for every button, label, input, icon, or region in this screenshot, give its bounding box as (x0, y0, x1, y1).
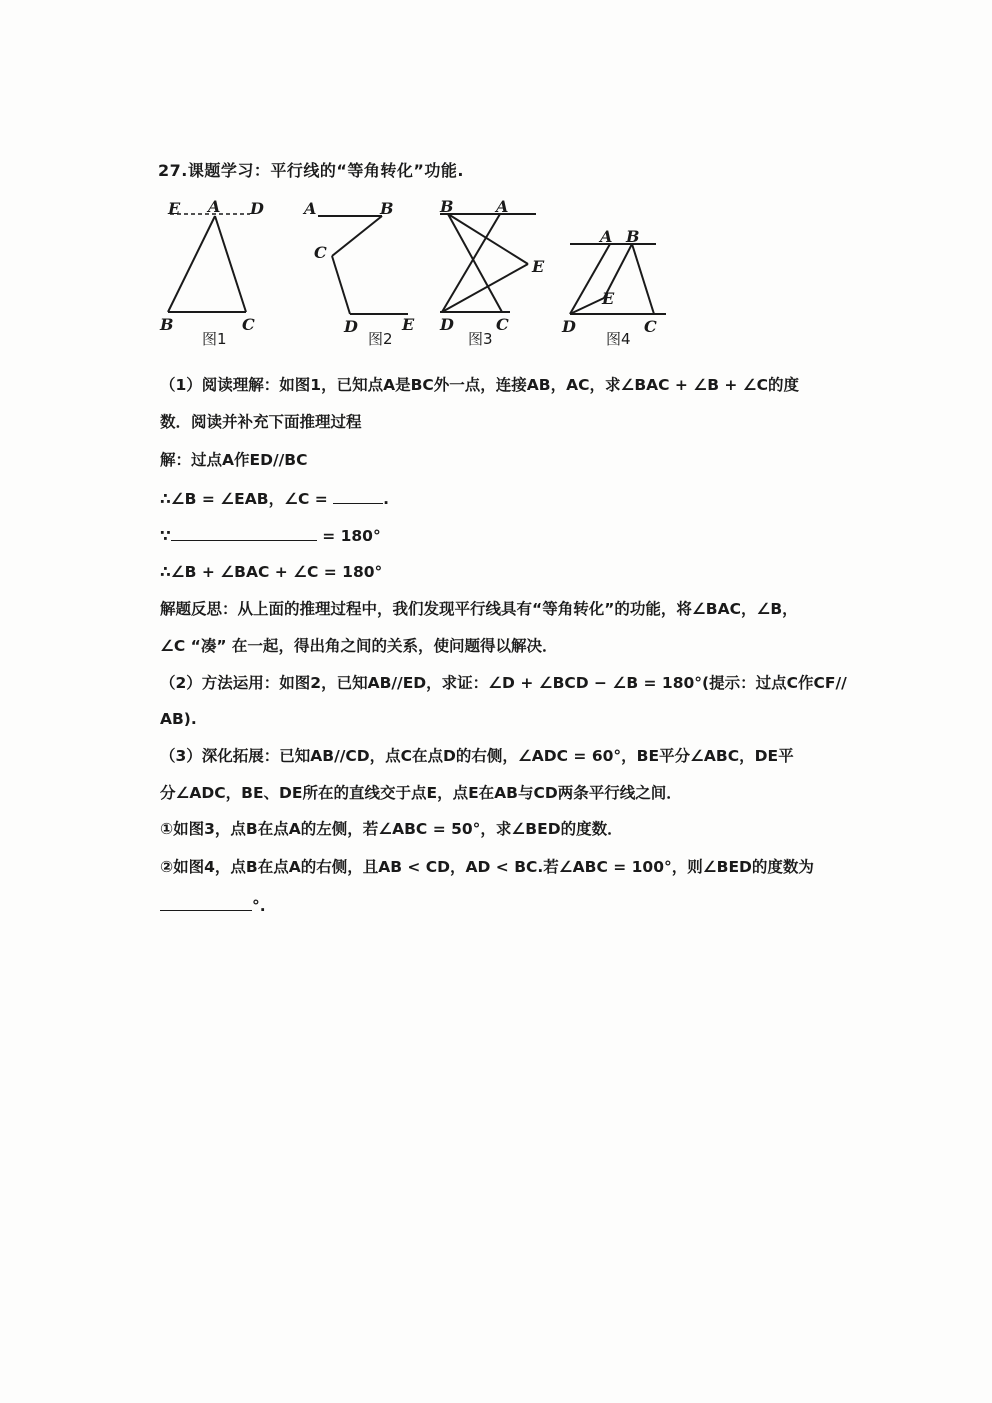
fig2-label-b: B (380, 199, 394, 218)
figure-1 (159, 197, 264, 348)
part2-line1: （2）方法运用：如图2，已知AB//ED，求证：∠D + ∠BCD − ∠B = 180°(提示：过点C作CF// (160, 674, 847, 692)
part2-line2: AB). (160, 710, 197, 728)
fig1-label-a: A (208, 197, 221, 216)
fig3-label-d: D (440, 315, 454, 334)
fig4-label-c: C (644, 317, 657, 336)
sub2-suffix: °. (252, 897, 266, 915)
fig3-label-e: E (532, 257, 545, 276)
fig2-label-a: A (304, 199, 317, 218)
part3-sub1: ①如图3，点B在点A的左侧，若∠ABC = 50°，求∠BED的度数． (160, 820, 623, 838)
step1-answer-blank[interactable] (333, 487, 383, 504)
part1-line1: （1）阅读理解：如图1，已知点A是BC外一点，连接AB，AC，求∠BAC + ∠B + ∠C的度 (160, 376, 800, 394)
part1-reflection-line1: 解题反思：从上面的推理过程中，我们发现平行线具有“等角转化”的功能，将∠BAC，∠B， (160, 600, 798, 618)
fig1-label-d: D (250, 199, 264, 218)
fig2-label-e: E (402, 315, 415, 334)
fig1-label-e: E (168, 199, 181, 218)
part1-reflection-line2: ∠C “凑” 在一起，得出角之间的关系，使问题得以解决． (160, 637, 558, 655)
fig4-label-d: D (562, 317, 576, 336)
fig2-caption: 图2 (368, 330, 393, 348)
sub2-answer-blank[interactable] (160, 894, 252, 911)
fig3-label-b: B (440, 197, 454, 216)
step1-suffix: . (383, 490, 390, 508)
step1-prefix: ∴∠B = ∠EAB，∠C = (160, 490, 328, 508)
fig4-label-b: B (626, 227, 640, 246)
figure-3 (439, 197, 545, 348)
fig1-caption: 图1 (202, 330, 227, 348)
part1-line2: 数．阅读并补充下面推理过程 (160, 413, 362, 431)
fig4-caption: 图4 (606, 330, 631, 348)
part1-solution-intro: 解：过点A作ED//BC (160, 451, 308, 469)
part3-line2: 分∠ADC，BE、DE所在的直线交于点E，点E在AB与CD两条平行线之间． (160, 784, 682, 802)
fig4-label-e: E (602, 289, 615, 308)
part3-sub2-answer (160, 894, 820, 917)
step2-prefix: ∵ (160, 527, 171, 545)
step2-answer-blank[interactable] (171, 524, 317, 541)
part3-sub2: ②如图4，点B在点A的右侧，且AB < CD，AD < BC.若∠ABC = 100°，则∠BED的度数为 (160, 858, 814, 876)
figure-4 (561, 227, 666, 348)
part1-step3: ∴∠B + ∠BAC + ∠C = 180° (160, 563, 383, 581)
figures-row (150, 190, 690, 355)
fig2-label-c: C (314, 243, 327, 262)
fig2-label-d: D (344, 317, 358, 336)
fig1-label-c: C (242, 315, 255, 334)
part1-step2 (160, 524, 820, 547)
fig3-label-c: C (496, 315, 509, 334)
fig1-label-b: B (160, 315, 174, 334)
fig3-label-a: A (496, 197, 509, 216)
figure-2 (302, 199, 415, 348)
fig3-caption: 图3 (468, 330, 493, 348)
part3-line1: （3）深化拓展：已知AB//CD，点C在点D的右侧，∠ADC = 60°，BE平分∠ABC，DE平 (160, 747, 794, 765)
step2-suffix: = 180° (322, 527, 381, 545)
question-title: 27.课题学习：平行线的“等角转化”功能. (158, 161, 464, 180)
fig4-label-a: A (600, 227, 613, 246)
part1-step1 (160, 487, 820, 510)
